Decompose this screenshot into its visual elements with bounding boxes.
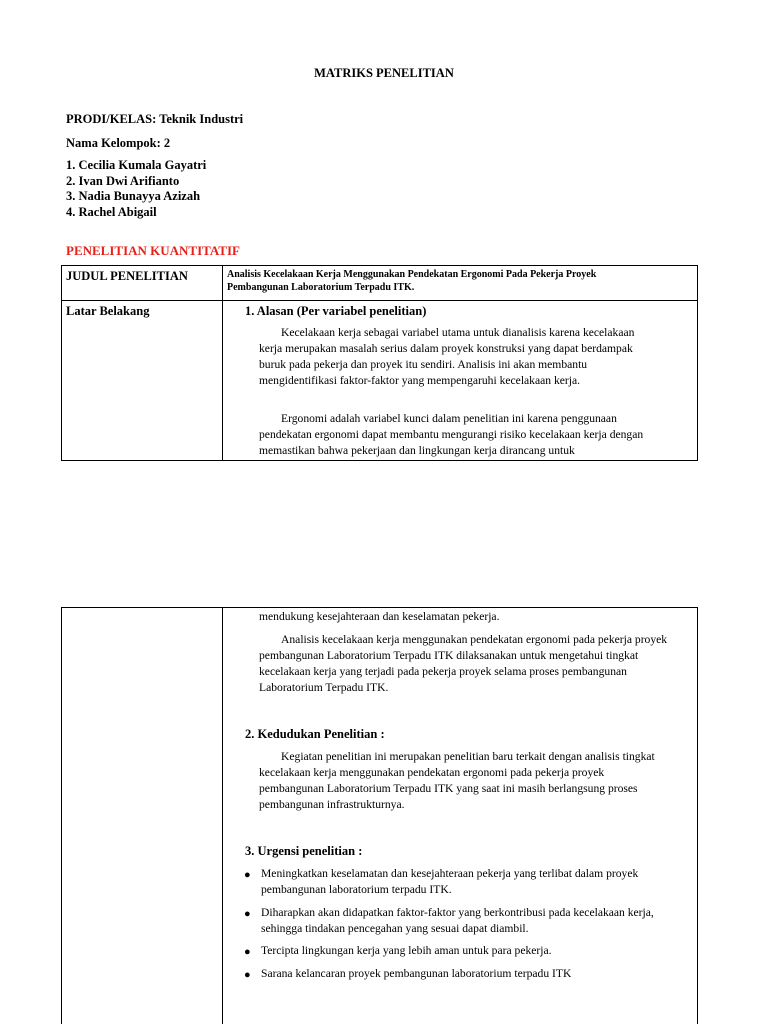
member-2: 2. Ivan Dwi Arifianto	[66, 174, 180, 188]
kedudukan-heading: 2. Kedudukan Penelitian :	[245, 727, 385, 741]
urgensi-item-1: Meningkatkan keselamatan dan kesejahteraan pekerja yang terlibat dalam proyek pembangunan laboratorium terpadu ITK.	[261, 867, 639, 896]
judul-label: JUDUL PENELITIAN	[66, 269, 188, 283]
analisis-paragraph: Analisis kecelakaan kerja menggunakan pendekatan ergonomi pada pekerja proyek pembangunan Laboratorium Terpadu ITK dilaksanakan untuk mengetahui tingkat kecelakaan kerja yang terjadi pada pekerja proyek selama proses pembangunan Laboratorium Terpadu ITK.	[259, 633, 668, 694]
table-column-divider	[222, 265, 223, 461]
alasan-heading: 1. Alasan (Per variabel penelitian)	[245, 304, 427, 318]
urgensi-heading: 3. Urgensi penelitian :	[245, 844, 363, 858]
alasan-paragraph-2-clip	[259, 411, 659, 459]
member-1: 1. Cecilia Kumala Gayatri	[66, 158, 207, 172]
kedudukan-paragraph: Kegiatan penelitian ini merupakan penelitian baru terkait dengan analisis tingkat kecelakaan kerja menggunakan pendekatan ergonomi pada pekerja proyek pembangunan Laboratorium Terpadu ITK yang saat ini masih berlangsung proses pembangunan infrastrukturnya.	[259, 750, 655, 811]
bullet-icon: ●	[244, 969, 251, 981]
latar-label: Latar Belakang	[66, 304, 150, 318]
alasan-paragraph-2: Ergonomi adalah variabel kunci dalam penelitian ini karena penggunaan pendekatan ergonomi dapat membantu mengurangi risiko kecelakaan kerja dengan memastikan bahwa pekerjaan dan lingkungan kerja dirancang untuk	[259, 412, 644, 457]
bullet-icon: ●	[244, 908, 251, 920]
urgensi-item-2: Diharapkan akan didapatkan faktor-faktor yang berkontribusi pada kecelakaan kerja, sehingga tindakan pencegahan yang sesuai dapat diambil.	[261, 906, 654, 935]
document-title: MATRIKS PENELITIAN	[314, 66, 454, 80]
prodi-line: PRODI/KELAS: Teknik Industri	[66, 112, 244, 126]
table-row-divider	[61, 300, 698, 301]
urgensi-item-3: Tercipta lingkungan kerja yang lebih aman untuk para pekerja.	[261, 944, 552, 957]
kelompok-line: Nama Kelompok: 2	[66, 136, 171, 150]
urgensi-item-4: Sarana kelancaran proyek pembangunan laboratorium terpadu ITK	[261, 967, 572, 980]
judul-value: Analisis Kecelakaan Kerja Menggunakan Pendekatan Ergonomi Pada Pekerja Proyek Pembangunan Laboratorium Terpadu ITK.	[227, 269, 597, 293]
alasan-paragraph-1: Kecelakaan kerja sebagai variabel utama untuk dianalisis karena kecelakaan kerja merupakan masalah serius dalam proyek konstruksi yang dapat berdampak buruk pada pekerja dan proyek itu sendiri. Analisis ini akan membantu mengidentifikasi faktor-faktor yang mempengaruhi kecelakaan kerja.	[259, 326, 635, 387]
section-heading: PENELITIAN KUANTITATIF	[66, 243, 240, 258]
member-3: 3. Nadia Bunayya Azizah	[66, 189, 201, 203]
table-column-divider-2	[222, 607, 223, 1024]
continued-line: mendukung kesejahteraan dan keselamatan pekerja.	[259, 610, 500, 623]
member-4: 4. Rachel Abigail	[66, 205, 157, 219]
bullet-icon: ●	[244, 869, 251, 881]
bullet-icon: ●	[244, 946, 251, 958]
